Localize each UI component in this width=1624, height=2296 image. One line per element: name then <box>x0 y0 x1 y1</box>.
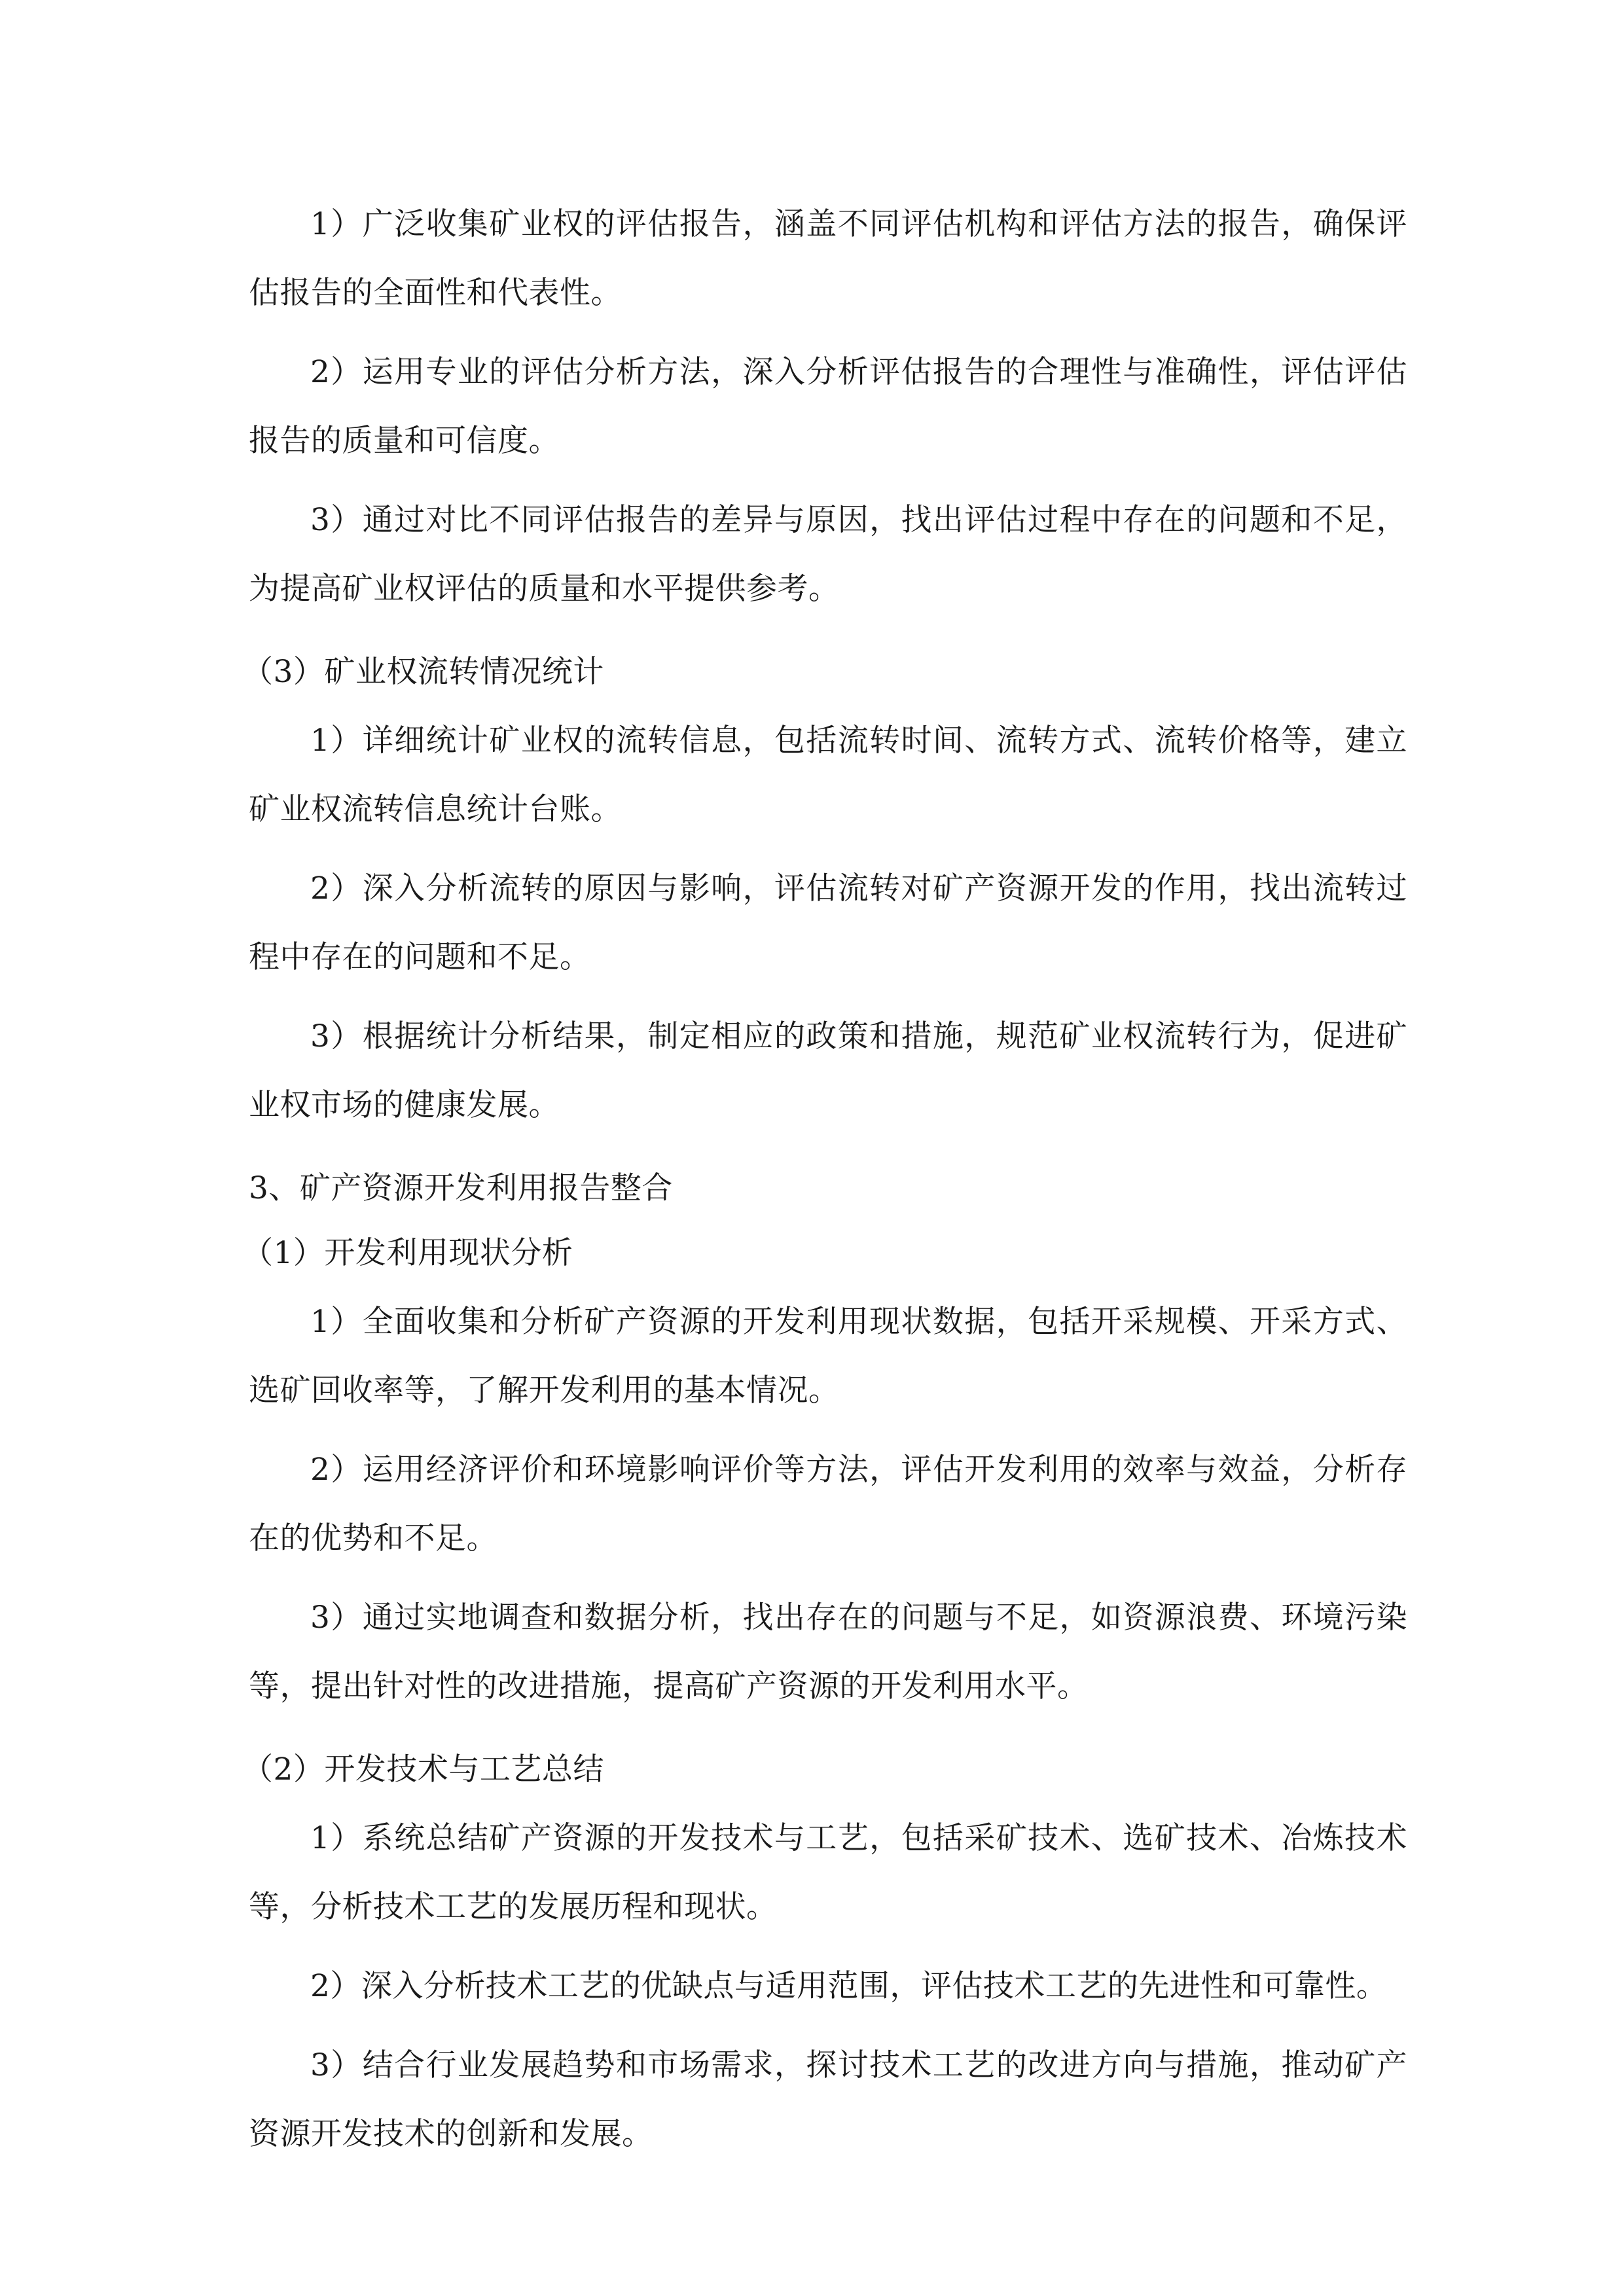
paragraph-status-collect: 1）全面收集和分析矿产资源的开发利用现状数据，包括开采规模、开采方式、选矿回收率等，了解开发利用的基本情况。 <box>249 1304 1407 1408</box>
paragraph-flow-analyze: 2）深入分析流转的原因与影响，评估流转对矿产资源开发的作用，找出流转过程中存在的问题和不足。 <box>249 870 1407 975</box>
document-body <box>242 190 1407 2168</box>
paragraph-tech-analyze: 2）深入分析技术工艺的优缺点与适用范围，评估技术工艺的先进性和可靠性。 <box>310 1968 1388 2004</box>
heading-section-3: 3、矿产资源开发利用报告整合 <box>249 1170 673 1206</box>
heading-tech-summary: （2）开发技术与工艺总结 <box>242 1751 604 1787</box>
paragraph-eval-compare: 3）通过对比不同评估报告的差异与原因，找出评估过程中存在的问题和不足，为提高矿业权评估的质量和水平提供参考。 <box>249 502 1407 607</box>
paragraph-tech-summarize: 1）系统总结矿产资源的开发技术与工艺，包括采矿技术、选矿技术、冶炼技术等，分析技术工艺的发展历程和现状。 <box>249 1820 1407 1925</box>
paragraph-tech-innovate: 3）结合行业发展趋势和市场需求，探讨技术工艺的改进方向与措施，推动矿产资源开发技术的创新和发展。 <box>249 2047 1407 2152</box>
paragraph-eval-collect: 1）广泛收集矿业权的评估报告，涵盖不同评估机构和评估方法的报告，确保评估报告的全面性和代表性。 <box>249 206 1407 311</box>
paragraph-flow-record: 1）详细统计矿业权的流转信息，包括流转时间、流转方式、流转价格等，建立矿业权流转信息统计台账。 <box>249 723 1407 827</box>
paragraph-eval-analyze: 2）运用专业的评估分析方法，深入分析评估报告的合理性与准确性，评估评估报告的质量和可信度。 <box>249 354 1407 459</box>
paragraph-status-evaluate: 2）运用经济评价和环境影响评价等方法，评估开发利用的效率与效益，分析存在的优势和不足。 <box>249 1452 1407 1556</box>
heading-status-analysis: （1）开发利用现状分析 <box>242 1235 573 1271</box>
paragraph-flow-policy: 3）根据统计分析结果，制定相应的政策和措施，规范矿业权流转行为，促进矿业权市场的健康发展。 <box>249 1018 1407 1123</box>
heading-flow-statistics: （3）矿业权流转情况统计 <box>242 654 604 690</box>
paragraph-status-improve: 3）通过实地调查和数据分析，找出存在的问题与不足，如资源浪费、环境污染等，提出针对性的改进措施，提高矿产资源的开发利用水平。 <box>249 1600 1407 1704</box>
